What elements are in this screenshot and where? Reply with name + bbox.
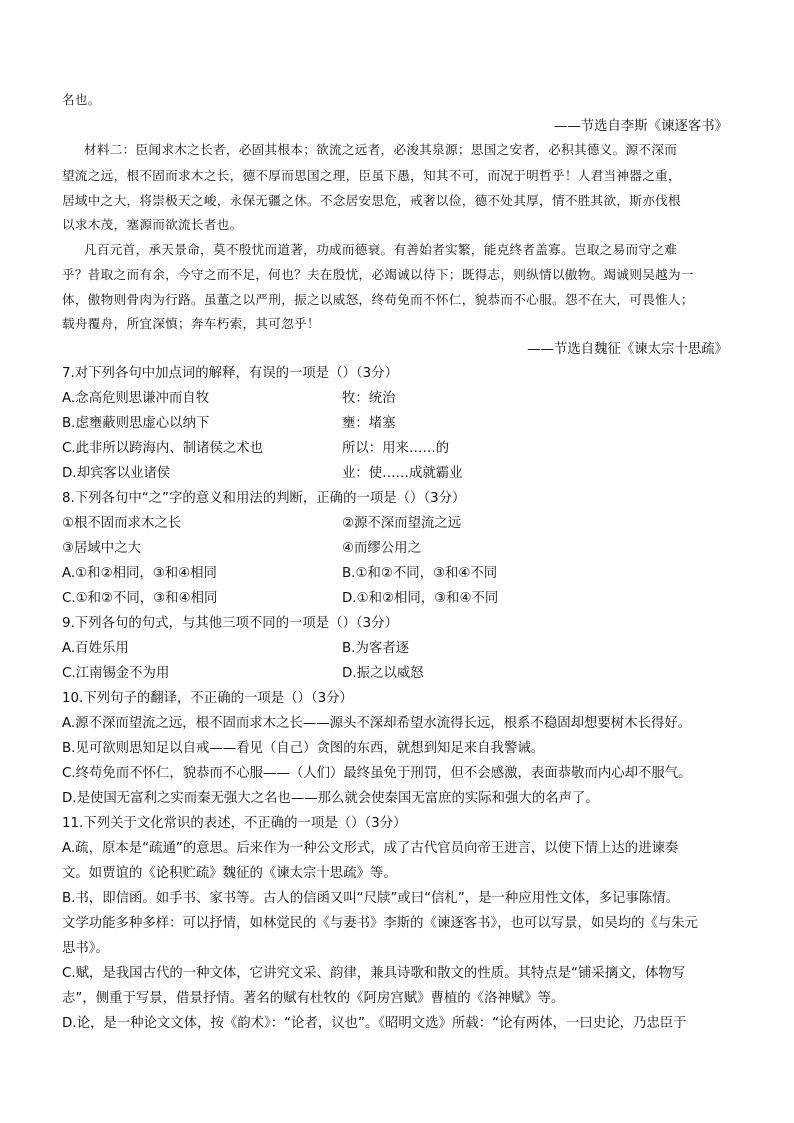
source-attribution: ——节选自魏征《谏太宗十思疏》 [527,342,728,357]
option-a: A.念高危则思谦冲而自牧 [62,391,210,406]
question-stem: 7.对下列各句中加点词的解释，有误的一项是（）（3分） [62,366,398,381]
passage-line: 载舟覆舟，所宜深慎；奔车朽索，其可忽乎！ [62,316,320,331]
option-d: D.论，是一种论文文体，按《韵术》：“论者，议也”。《昭明文选》所载：“论有两体，一曰史论，乃忠臣于 [62,1016,687,1031]
option-c: C.江南锡金不为用 [62,666,170,681]
option-a: A.疏，原本是“疏通”的意思。后来作为一种公文形式，成了古代官员向帝王进言，以使下情上达的进谏奏 [62,841,679,856]
option-d: D.是使国无富利之实而秦无强大之名也——那么就会使秦国无富庶的实际和强大的名声了。 [62,791,599,806]
option-b-cont: 文学功能多种多样：可以抒情，如林觉民的《与妻书》李斯的《谏逐客书》，也可以写景，如吴均的《与朱元 [62,916,699,931]
option-b-cont: 思书》。 [62,941,109,956]
question-stem: 11.下列关于文化常识的表述，不正确的一项是（）（3分） [62,816,407,831]
option-a: A.百姓乐用 [62,641,129,656]
option-d-gloss: 业：使……成就霸业 [342,466,463,481]
option-b-gloss: 壅：堵塞 [342,416,396,431]
passage-line: 名也。 [62,92,101,107]
question-stem: 8.下列各句中“之”字的意义和用法的判断，正确的一项是（）（3分） [62,491,466,506]
option-c-cont: 志”，侧重于写景，借景抒情。著名的赋有杜牧的《阿房宫赋》曹植的《洛神赋》等。 [62,991,565,1006]
option-b: B.为客者逐 [342,641,410,656]
sentence-2: ②源不深而望流之远 [342,516,462,531]
sentence-4: ④而缪公用之 [342,541,421,556]
passage-line: 材料二：臣闻求木之长者，必固其根本；欲流之远者，必浚其泉源；思国之安者，必积其德义。源不深而 [84,142,678,157]
option-c: C.此非所以跨海内、制诸侯之术也 [62,441,264,456]
passage-line: 居域中之大，将崇极天之峻，永保无疆之休。不念居安思危，戒奢以俭，德不处其厚，情不胜其欲，斯亦伐根 [62,193,681,208]
option-c: C.①和②不同，③和④相同 [62,591,218,606]
source-attribution: ——节选自李斯《谏逐客书》 [553,119,728,134]
option-d: D.①和②相同，③和④不同 [342,591,499,606]
option-b: B.书，即信函。如手书、家书等。古人的信函又叫“尺牍”或曰“信札”，是一种应用性文体，多记事陈情。 [62,891,679,906]
option-d: D.振之以威怒 [342,666,424,681]
option-c-gloss: 所以：用来……的 [342,441,450,456]
passage-line: 以求木茂，塞源而欲流长者也。 [62,217,243,232]
option-a-cont: 文。如贾谊的《论积贮疏》魏征的《谏太宗十思疏》等。 [62,866,397,881]
option-b: B.①和②不同，③和④不同 [342,566,498,581]
option-d: D.却宾客以业诸侯 [62,466,171,481]
option-a-gloss: 牧：统治 [342,391,396,406]
option-b: B.见可欲则思知足以自戒——看见（自己）贪图的东西，就想到知足来自我警诫。 [62,741,545,756]
option-a: A.①和②相同，③和④相同 [62,566,217,581]
option-c: C.赋，是我国古代的一种文体，它讲究文采、韵律，兼具诗歌和散文的性质。其特点是“铺采摛文，体物写 [62,966,686,981]
option-b: B.虑壅蔽则思虚心以纳下 [62,416,210,431]
passage-line: 望流之远，根不固而求木之长，德不厚而思国之理，臣虽下愚，知其不可，而况于明哲乎！人君当神器之重， [62,168,681,183]
passage-line: 乎？昔取之而有余，今守之而不足，何也？夫在殷忧，必竭诚以待下；既得志，则纵情以傲物。竭诚则吴越为一 [62,267,694,282]
question-stem: 10.下列句子的翻译，不正确的一项是（）（3分） [62,691,353,706]
option-a: A.源不深而望流之远，根不固而求木之长——源头不深却希望水流得长远，根系不稳固却想要树木长得好。 [62,716,692,731]
option-c: C.终苟免而不怀仁，貌恭而不心服——（人们）最终虽免于刑罚，但不会感激，表面恭敬而内心却不服气。 [62,766,692,781]
sentence-1: ①根不固而求木之长 [62,516,182,531]
question-stem: 9.下列各句的句式，与其他三项不同的一项是（）（3分） [62,616,398,631]
passage-line: 凡百元首，承天景命，莫不殷忧而道著，功成而德衰。有善始者实繁，能克终者盖寡。岂取之易而守之难 [84,242,678,257]
sentence-3: ③居域中之大 [62,541,141,556]
passage-line: 体，傲物则骨肉为行路。虽董之以严刑，振之以威怒，终苟免而不怀仁，貌恭而不心服。怨不在大，可畏惟人； [62,292,694,307]
